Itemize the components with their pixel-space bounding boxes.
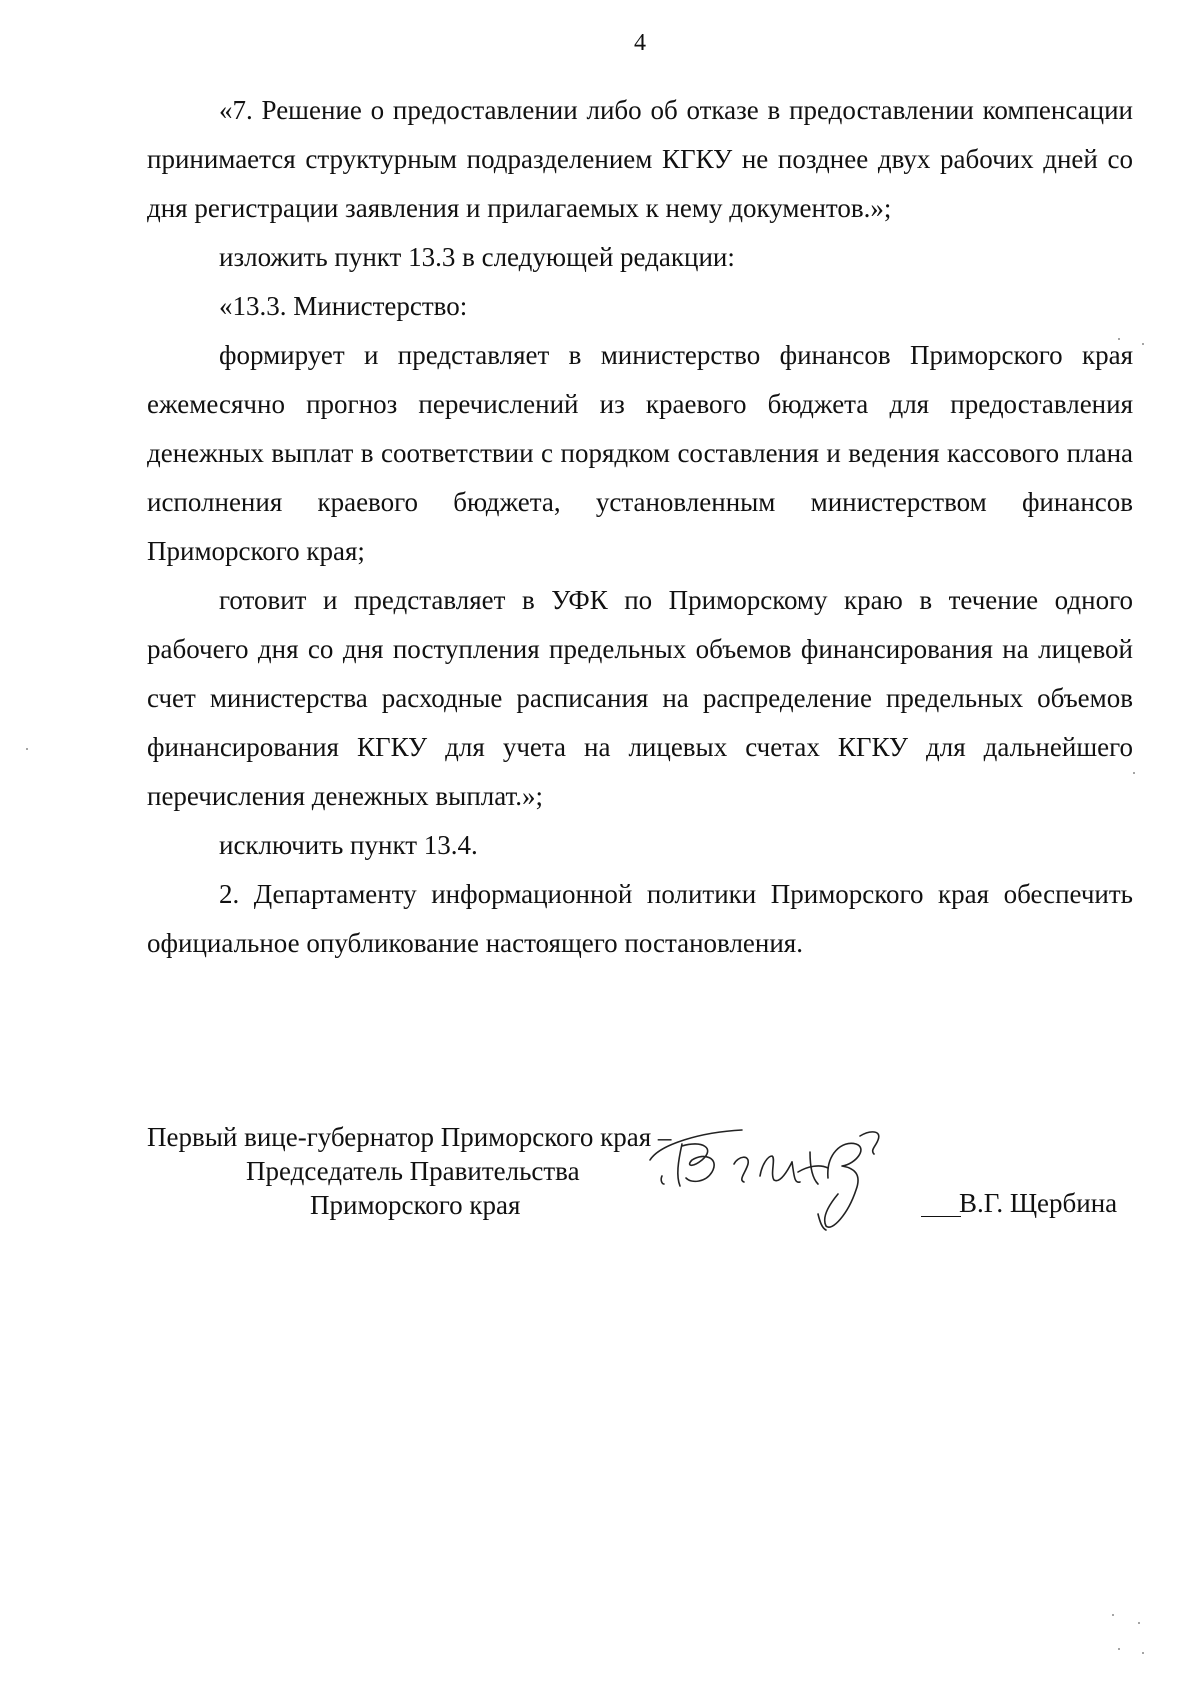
scan-speck xyxy=(1138,1622,1140,1624)
scan-speck xyxy=(1118,338,1120,340)
document-body xyxy=(147,86,1133,968)
scan-speck xyxy=(1112,1614,1114,1616)
paragraph-exclude-13-4: исключить пункт 13.4. xyxy=(219,830,478,860)
handwritten-signature-icon xyxy=(642,1114,932,1244)
paragraph-ministry-forecast: формирует и представляет в министерство финансов Приморского края ежемесячно прогноз перечислений из краевого бюджета для предоставления денежных выплат в соответствии с порядком составления и ведения кассового плана исполнения краевого бюджета, установленным министерством финансов Приморского края; xyxy=(147,340,1133,566)
paragraph-publication: 2. Департаменту информационной политики Приморского края обеспечить официальное опубликование настоящего постановления. xyxy=(147,879,1133,958)
signatory-name: В.Г. Щербина xyxy=(959,1188,1118,1218)
signatory-position-line3: Приморского края xyxy=(310,1190,521,1220)
signature-block xyxy=(147,1120,1137,1240)
signature-underline xyxy=(921,1216,961,1217)
scan-speck xyxy=(1133,772,1135,774)
signatory-position-line1: Первый вице-губернатор Приморского края – xyxy=(147,1122,672,1152)
paragraph-ministry-schedules: готовит и представляет в УФК по Приморскому краю в течение одного рабочего дня со дня поступления предельных объемов финансирования на лицевой счет министерства расходные расписания на распределение предельных объемов финансирования КГКУ для учета на лицевых счетах КГКУ для дальнейшего перечисления денежных выплат.»; xyxy=(147,585,1133,811)
scan-speck xyxy=(1142,1652,1144,1654)
scan-speck xyxy=(26,748,28,750)
paragraph-amend-13-3: изложить пункт 13.3 в следующей редакции: xyxy=(219,242,735,272)
paragraph-item-7: «7. Решение о предоставлении либо об отказе в предоставлении компенсации принимается структурным подразделением КГКУ не позднее двух рабочих дней со дня регистрации заявления и прилагаемых к нему документов.»; xyxy=(147,95,1133,223)
signatory-position-line2: Председатель Правительства xyxy=(246,1156,580,1186)
scan-speck xyxy=(1118,1648,1120,1650)
paragraph-ministry-heading: «13.3. Министерство: xyxy=(219,291,468,321)
scan-speck xyxy=(1142,343,1144,345)
page-number: 4 xyxy=(634,30,646,56)
